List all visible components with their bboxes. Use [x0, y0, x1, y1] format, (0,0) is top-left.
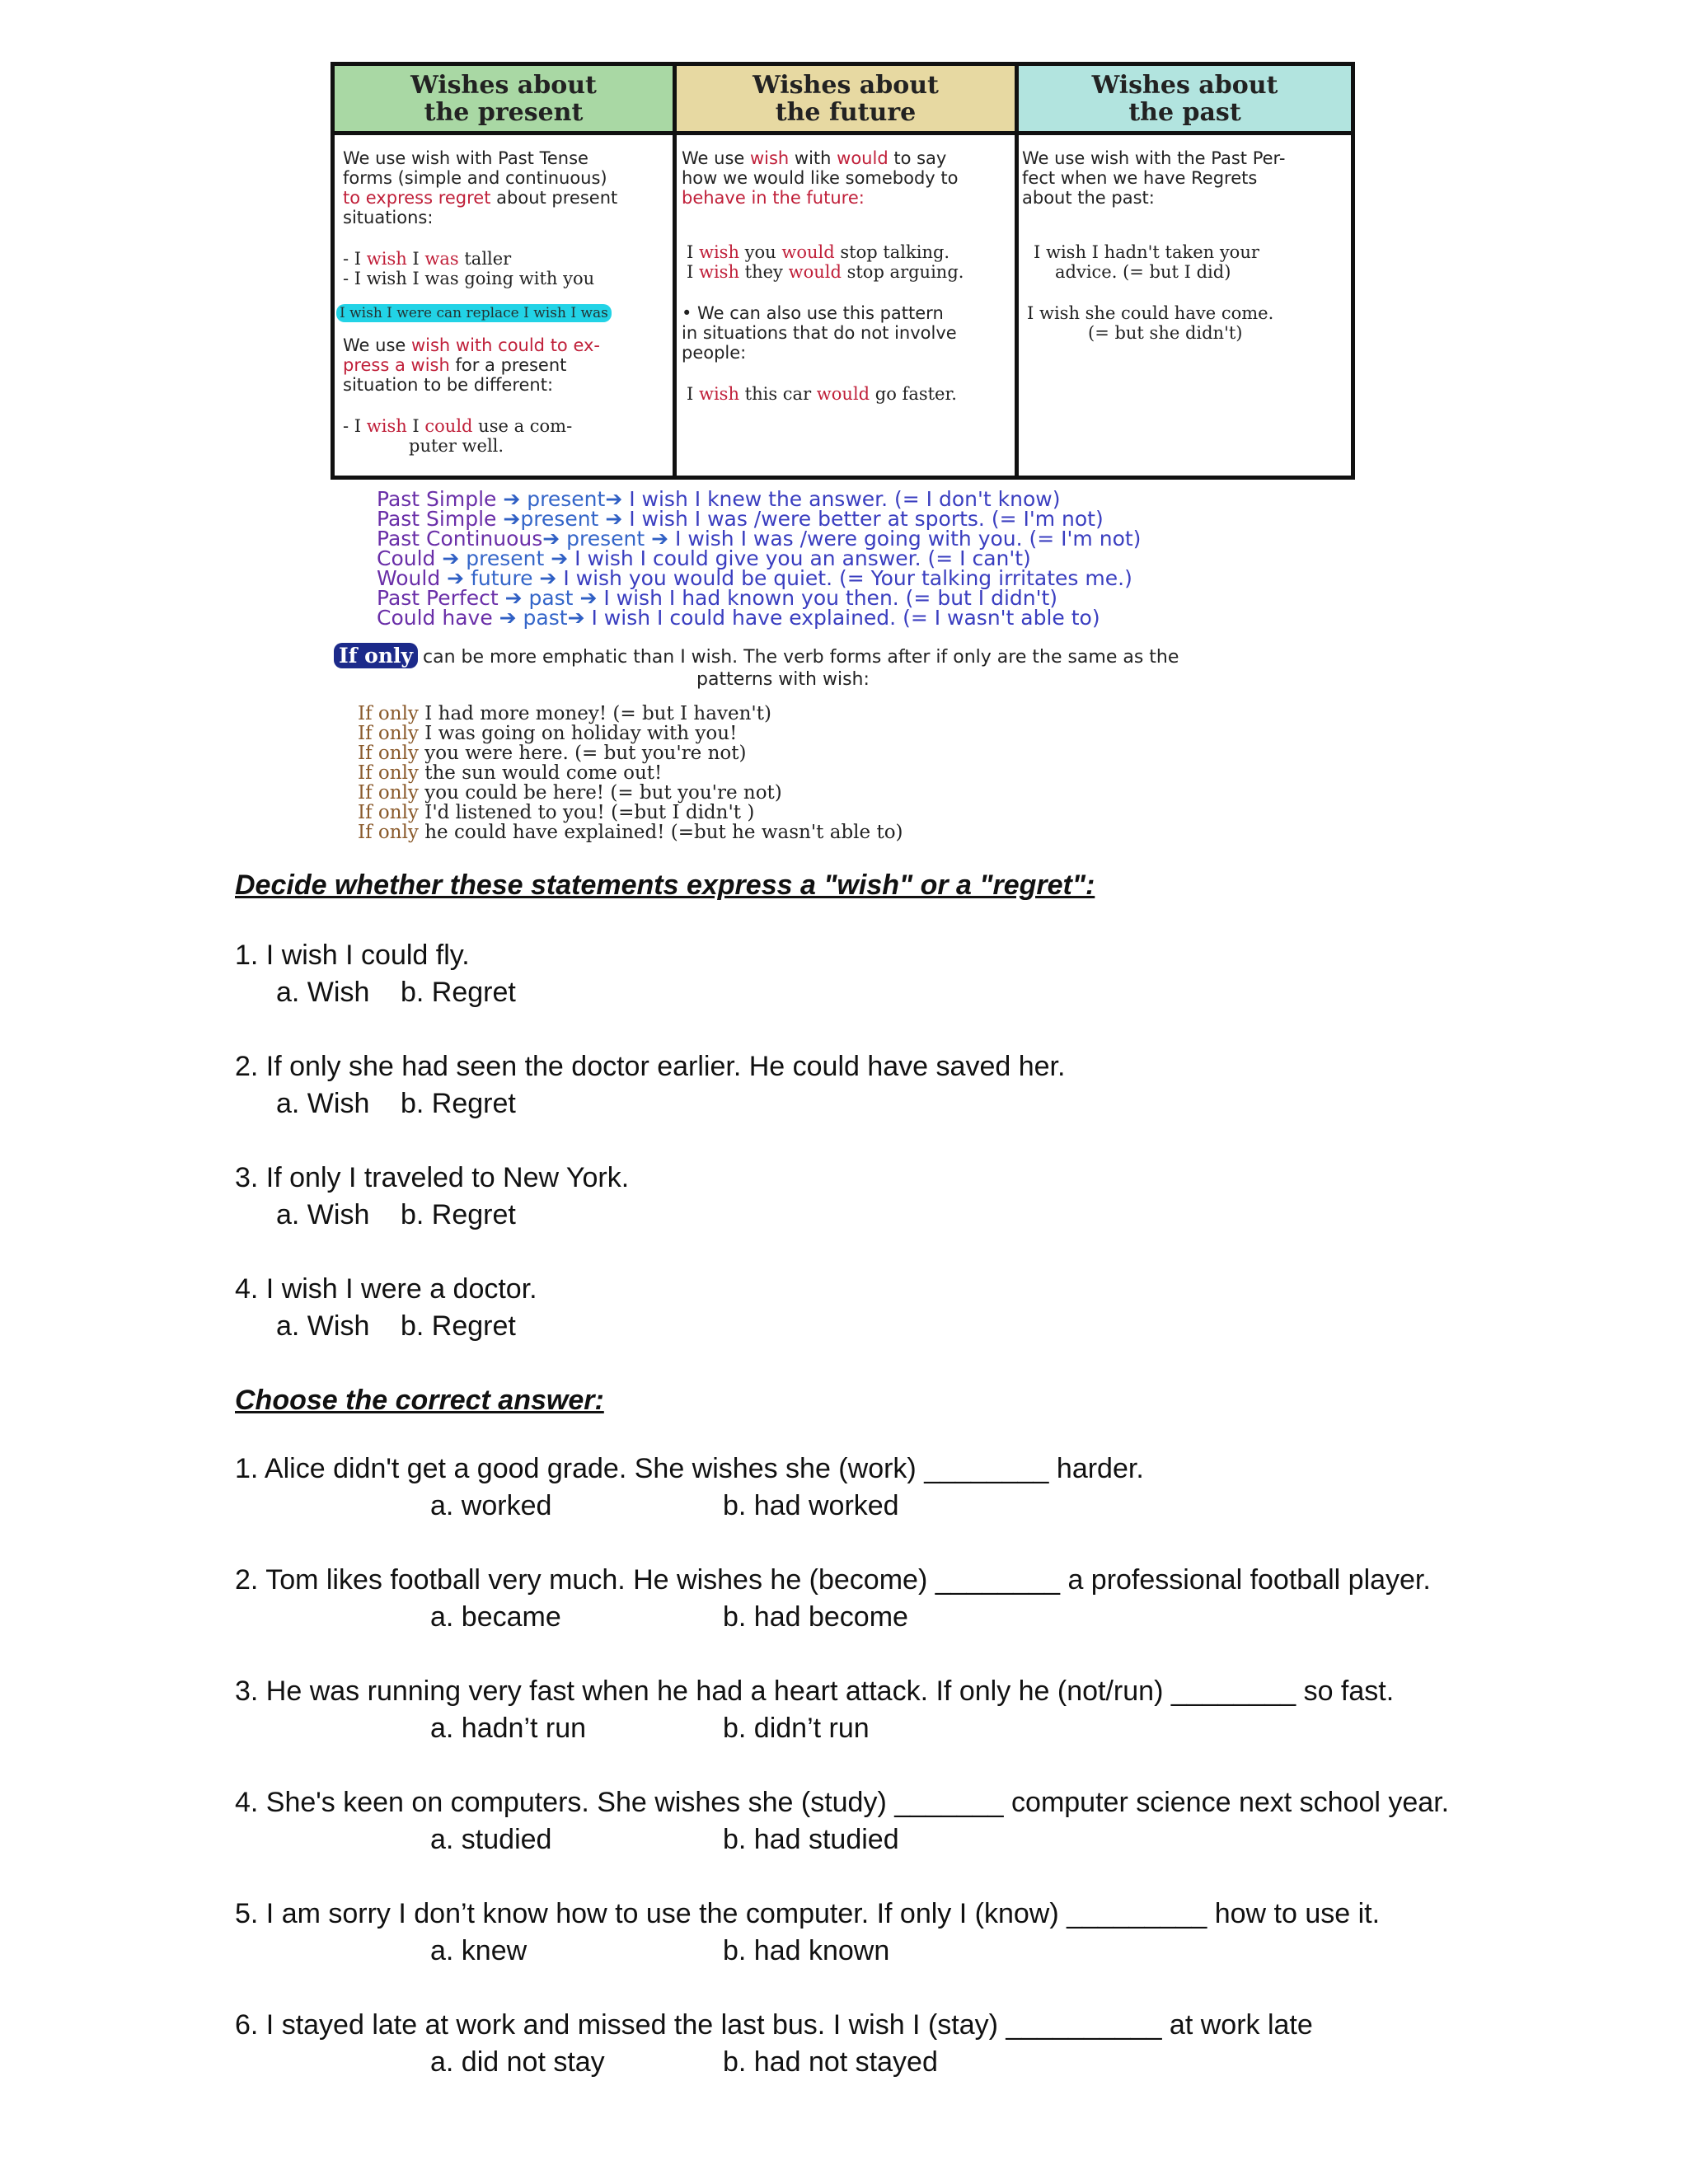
s2-q5-option-a[interactable]: a. knew: [430, 1935, 528, 1966]
s1-q4-option-a[interactable]: a. Wish: [276, 1310, 370, 1342]
future-intro-2: how we would like somebody to: [682, 168, 959, 188]
if-only-example: If only you could be here! (= but you're not): [358, 782, 782, 804]
if-only-text-2: patterns with wish:: [696, 669, 870, 690]
s1-question-2: 2. If only she had seen the doctor earlier. He could have saved her.: [235, 1051, 1066, 1082]
s2-question-3: 3. He was running very fast when he had a heart attack. If only he (not/run) ________ so fast.: [235, 1675, 1395, 1707]
s2-q3-option-b[interactable]: b. didn’t run: [723, 1713, 870, 1744]
future-bullet-1: • We can also use this pattern: [682, 303, 944, 323]
s1-question-1: 1. I wish I could fly.: [235, 940, 470, 971]
present-example-2: - I wish I was going with you: [343, 269, 595, 288]
future-intro-3: behave in the future:: [682, 188, 865, 208]
wish-grammar-table: [331, 62, 1355, 480]
future-example-2: I wish they would stop arguing.: [687, 262, 964, 282]
present-intro-1: We use wish with Past Tense: [343, 148, 588, 168]
future-example-1: I wish you would stop talking.: [687, 242, 950, 262]
present-could-1: We use wish with could to ex-: [343, 335, 601, 355]
pattern-row: Past Simple ➔ present➔ I wish I knew the answer. (= I don't know): [377, 487, 1061, 511]
future-example-3: I wish this car would go faster.: [687, 384, 957, 404]
future-bullet-3: people:: [682, 343, 747, 363]
pattern-row: Would ➔ future ➔ I wish you would be quiet. (= Your talking irritates me.): [377, 566, 1132, 590]
present-example-1: - I wish I was taller: [343, 249, 512, 269]
s2-question-2: 2. Tom likes football very much. He wishes he (become) ________ a professional football player.: [235, 1564, 1431, 1596]
s2-q6-option-b[interactable]: b. had not stayed: [723, 2046, 938, 2078]
past-example-1-cont: advice. (= but I did): [1055, 262, 1231, 282]
s2-question-4: 4. She's keen on computers. She wishes she (study) _______ computer science next school year.: [235, 1787, 1450, 1818]
pattern-row: Could have ➔ past➔ I wish I could have explained. (= I wasn't able to): [377, 606, 1100, 630]
pattern-row: Past Continuous➔ present ➔ I wish I was /were going with you. (= I'm not): [377, 527, 1142, 551]
past-intro-2: fect when we have Regrets: [1022, 168, 1258, 188]
s2-q4-option-a[interactable]: a. studied: [430, 1824, 552, 1855]
s1-q3-option-b[interactable]: b. Regret: [401, 1199, 516, 1230]
s1-q2-option-b[interactable]: b. Regret: [401, 1088, 516, 1119]
s2-q3-option-a[interactable]: a. hadn’t run: [430, 1713, 587, 1744]
if-only-example: If only I had more money! (= but I haven't): [358, 703, 771, 724]
section2-heading: Choose the correct answer:: [235, 1385, 604, 1416]
s1-q1-option-b[interactable]: b. Regret: [401, 977, 516, 1008]
section1-heading: Decide whether these statements express a "wish" or a "regret":: [235, 869, 1095, 901]
past-example-2-cont: (= but she didn't): [1088, 323, 1243, 343]
present-example-3: - I wish I could use a com-: [343, 416, 573, 436]
s2-q2-option-b[interactable]: b. had become: [723, 1601, 908, 1633]
if-only-example: If only he could have explained! (=but he wasn't able to): [358, 822, 903, 843]
past-example-1: I wish I hadn't taken your: [1034, 242, 1259, 262]
s1-question-3: 3. If only I traveled to New York.: [235, 1162, 630, 1193]
pattern-row: Past Simple ➔present ➔ I wish I was /were better at sports. (= I'm not): [377, 507, 1104, 531]
present-example-3-cont: puter well.: [409, 436, 504, 456]
if-only-examples: [358, 704, 903, 842]
tense-patterns-list: [377, 487, 1366, 630]
cell-present: [335, 135, 677, 476]
s2-q4-option-b[interactable]: b. had studied: [723, 1824, 899, 1855]
s2-question-6: 6. I stayed late at work and missed the last bus. I wish I (stay) __________ at work late: [235, 2009, 1313, 2041]
present-intro-2: forms (simple and continuous): [343, 168, 607, 188]
cell-past: [1019, 135, 1351, 476]
s1-q2-option-a[interactable]: a. Wish: [276, 1088, 370, 1119]
were-note-highlight: I wish I were can replace I wish I was: [336, 304, 612, 322]
s2-q5-option-b[interactable]: b. had known: [723, 1935, 890, 1966]
future-intro-1: We use wish with would to say: [682, 148, 947, 168]
present-could-2: press a wish for a present: [343, 355, 567, 375]
if-only-example: If only I was going on holiday with you!: [358, 723, 738, 744]
past-example-2: I wish she could have come.: [1027, 303, 1274, 323]
s2-q1-option-b[interactable]: b. had worked: [723, 1490, 899, 1521]
s1-q3-option-a[interactable]: a. Wish: [276, 1199, 370, 1230]
s1-q4-option-b[interactable]: b. Regret: [401, 1310, 516, 1342]
cell-future: [677, 135, 1019, 476]
header-present: Wishes about the present: [335, 66, 677, 135]
present-could-3: situation to be different:: [343, 375, 554, 395]
if-only-explanation: [334, 643, 1356, 691]
if-only-example: If only I'd listened to you! (=but I didn't ): [358, 802, 755, 823]
pattern-row: Past Perfect ➔ past ➔ I wish I had known you then. (= but I didn't): [377, 586, 1058, 610]
past-intro-3: about the past:: [1022, 188, 1155, 208]
pattern-row: Could ➔ present ➔ I wish I could give you an answer. (= I can't): [377, 546, 1031, 570]
s2-question-1: 1. Alice didn't get a good grade. She wishes she (work) ________ harder.: [235, 1453, 1144, 1484]
if-only-text-1: can be more emphatic than I wish. The verb forms after if only are the same as the: [423, 647, 1179, 668]
s2-q1-option-a[interactable]: a. worked: [430, 1490, 552, 1521]
s1-question-4: 4. I wish I were a doctor.: [235, 1273, 537, 1305]
future-bullet-2: in situations that do not involve: [682, 323, 957, 343]
s1-q1-option-a[interactable]: a. Wish: [276, 977, 370, 1008]
if-only-example: If only the sun would come out!: [358, 762, 663, 784]
header-future: Wishes about the future: [677, 66, 1019, 135]
s2-question-5: 5. I am sorry I don’t know how to use the computer. If only I (know) _________ how to use it.: [235, 1898, 1381, 1929]
present-intro-3: to express regret about present: [343, 188, 618, 208]
if-only-badge: If only: [334, 643, 418, 668]
past-intro-1: We use wish with the Past Per-: [1022, 148, 1286, 168]
present-intro-4: situations:: [343, 208, 434, 227]
if-only-example: If only you were here. (= but you're not): [358, 743, 747, 764]
header-past: Wishes about the past: [1019, 66, 1351, 135]
s2-q2-option-a[interactable]: a. became: [430, 1601, 561, 1633]
s2-q6-option-a[interactable]: a. did not stay: [430, 2046, 605, 2078]
